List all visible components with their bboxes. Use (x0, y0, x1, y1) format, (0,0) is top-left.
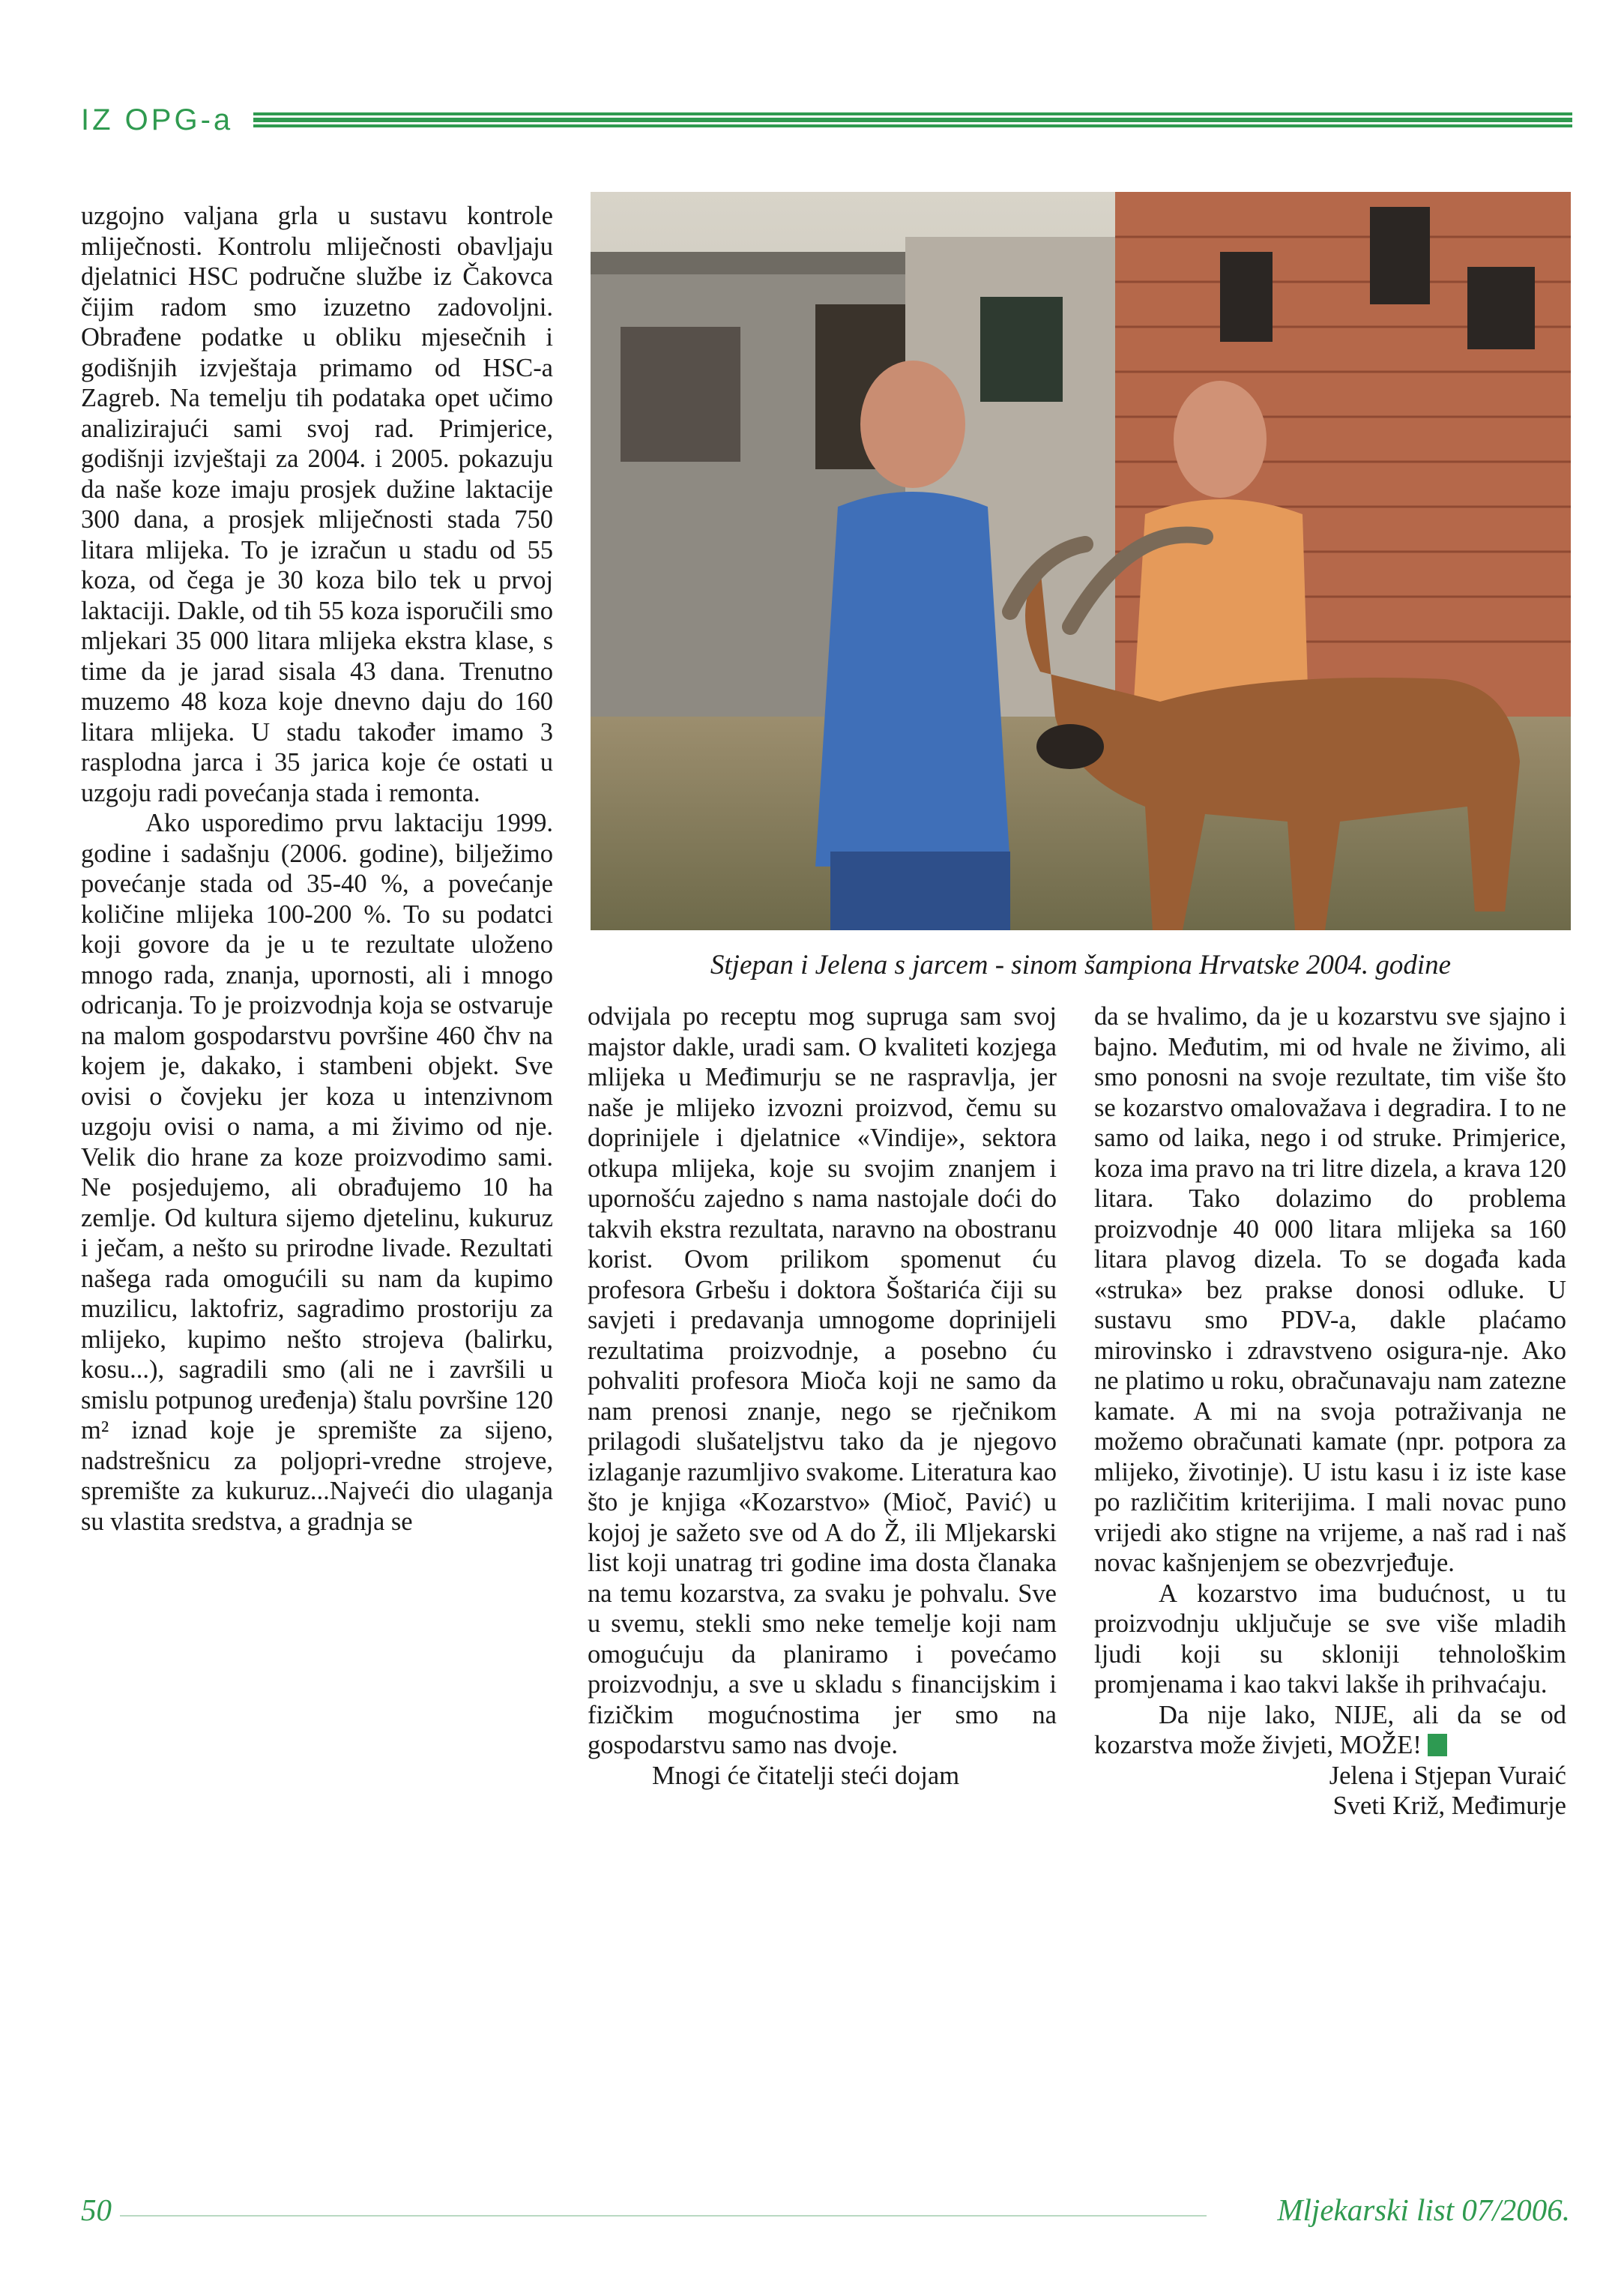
author-signature: Jelena i Stjepan Vuraić (1329, 1761, 1566, 1790)
paragraph: Ako usporedimo prvu laktaciju 1999. godine i sadašnju (2006. godine), bilježimo povećanje stada od 35-40 %, a povećanje količine mlijeka 100-200 %. To su podatci koji govore da je u te rezultate uloženo mnogo rada, znanja, upornosti, ali i mnogo odricanja. To je proizvodnja koja se ostvaruje na malom gospodarstvu površine 460 čhv na kojem je, dakako, i stambeni objekt. Sve ovisi o čovjeku jer koza u intenzivnom uzgoju ovisi o nama, a mi živimo od nje. Velik dio hrane za koze proizvodimo sami. Ne posjedujemo, ali obrađujemo 10 ha zemlje. Od kultura sijemo djetelinu, kukuruz i ječam, a nešto su prirodne livade. Rezultati našega rada omogućili su nam da kupimo muzilicu, laktofriz, sagradimo prostoriju za mlijeko, kupimo nešto strojeva (balirku, kosu...), sagradili smo (ali ne i završili u smislu potpunog uređenja) štalu površine 120 m² iznad koje je spremište za sijeno, nadstrešnicu za poljopri-vredne strojeve, spremište za kukuruz...Najveći dio ulaganja su vlastita sredstva, a gradnja se (81, 809, 553, 1536)
section-label: IZ OPG-a (81, 103, 234, 136)
farm-photo (591, 192, 1571, 930)
article-column-2 (588, 1001, 1057, 1791)
article-column-1 (81, 201, 553, 1537)
footer-rule (120, 2215, 1207, 2217)
page-number: 50 (81, 2193, 112, 2227)
closing-sentence: Da nije lako, NIJE, ali da se od kozarstva može živjeti, MOŽE! (1094, 1700, 1566, 1759)
goat-photo-illustration (591, 192, 1571, 930)
paragraph: A kozarstvo ima budućnost, u tu proizvodnju uključuje se sve više mladih ljudi koji su skloniji tehnološkim promjenama i kao takvi lakše ih prihvaćaju. (1094, 1579, 1566, 1699)
paragraph (1094, 1700, 1566, 1761)
paragraph: odvijala po receptu mog supruga sam svoj majstor dakle, uradi sam. O kvaliteti kozjega mlijeka u Međimurju se ne raspravlja, jer naše je mlijeko izvozni proizvod, čemu su doprinijele i djelatnice «Vindije», sektora otkupa mlijeka, koje su svojim znanjem i upornošću zajedno s nama nastojale doći do takvih ekstra rezultata, naravno na obostranu korist. Ovom prilikom spomenut ću profesora Grbešu i doktora Šoštarića čiji su savjeti i predavanja umnogome doprinijeli rezultatima proizvodnje, a posebno ću pohvaliti profesora Mioča koji ne samo da nam prenosi znanje, nego se rječnikom prilagodi slušateljstvu tako da je njegovo izlaganje razumljivo svakome. Literatura kao što je knjiga «Kozarstvo» (Mioč, Pavić) u kojoj je sažeto sve od A do Ž, ili Mljekarski list koji unatrag tri godine ima dosta članaka na temu kozarstva, za svaku je pohvalu. Sve u svemu, stekli smo neke temelje koji nam omogućuju da planiramo i povećamo proizvodnju, a sve u skladu s financijskim i fizičkim mogućnostima jer smo na gospodarstvu samo nas dvoje. (588, 1002, 1057, 1759)
paragraph: da se hvalimo, da je u kozarstvu sve sjajno i bajno. Međutim, mi od hvale ne živimo, ali smo ponosni na svoje rezultate, tim više što se kozarstvo omalovažava i degradira. I to ne samo od laika, nego i od struke. Primjerice, koza ima pravo na tri litre dizela, a krava 120 litara. Tako dolazimo do problema proizvodnje 40 000 litara mlijeka sa 160 litara plavog dizela. To se događa kada «struka» bez prakse donosi odluke. U sustavu smo PDV-a, dakle plaćamo mirovinsko i zdravstveno osigura-nje. Ako ne platimo u roku, obračunavaju nam zatezne kamate. A mi na svoja potraživanja ne možemo obračunati kamate (npr. potpora za mlijeko, životinje). U istu kasu i iz iste kase po različitim kriterijima. I mali novac puno vrijedi ako stigne na vrijeme, a naš rad i naš novac kašnjenjem se obezvrjeđuje. (1094, 1002, 1566, 1577)
publication-title: Mljekarski list 07/2006. (1277, 2193, 1570, 2227)
header-rule (253, 112, 1572, 130)
author-location: Sveti Križ, Međimurje (1332, 1792, 1566, 1820)
photo-caption: Stjepan i Jelena s jarcem - sinom šampiona Hrvatske 2004. godine (710, 950, 1452, 980)
end-of-article-square-icon (1428, 1734, 1447, 1756)
paragraph: uzgojno valjana grla u sustavu kontrole mliječnosti. Kontrolu mliječnosti obavljaju djelatnici HSC područne službe iz Čakovca čijim radom smo izuzetno zadovoljni. Obrađene podatke u obliku mjesečnih i godišnjih izvještaja primamo od HSC-a Zagreb. Na temelju tih podataka opet učimo analizirajući sami svoj rad. Primjerice, godišnji izvještaji za 2004. i 2005. pokazuju da naše koze imaju prosjek dužine laktacije 300 dana, a prosjek mliječnosti stada 750 litara mlijeka. To je izračun u stadu od 55 koza, od čega je 30 koza bilo tek u prvoj laktaciji. Dakle, od tih 55 koza isporučili smo mljekari 35 000 litara mlijeka ekstra klase, s time da je jarad sisala 43 dana. Trenutno muzemo 48 koza koje dnevno daju do 160 litara mlijeka. U stadu također imamo 3 rasplodna jarca i 35 jarica koje će ostati u uzgoju radi povećanja stada i remonta. (81, 202, 553, 807)
paragraph: Mnogi će čitatelji steći dojam (652, 1761, 960, 1790)
article-column-3 (1094, 1001, 1566, 1822)
